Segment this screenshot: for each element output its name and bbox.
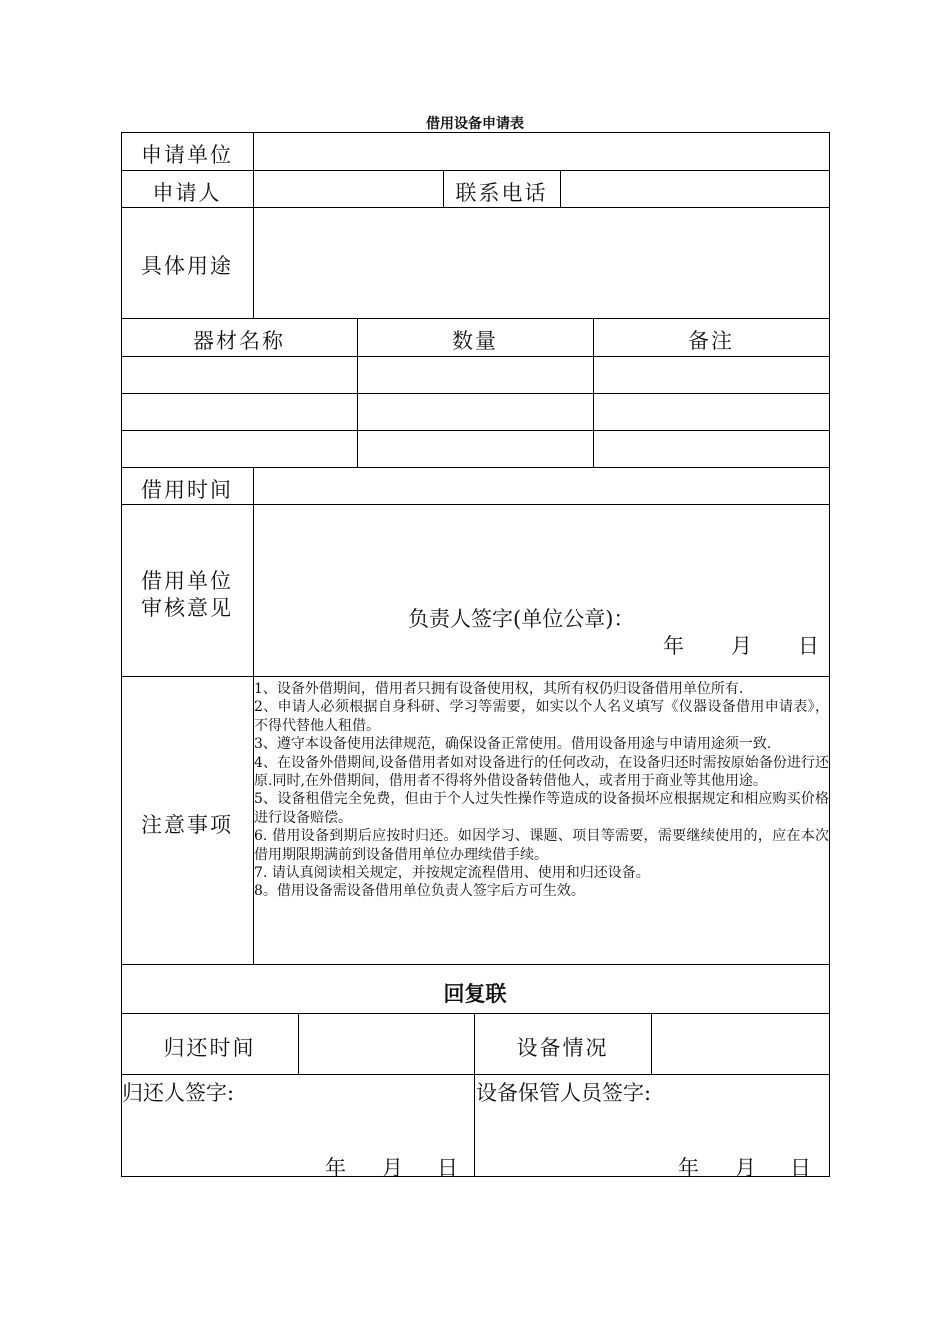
purpose-field[interactable] (254, 208, 829, 318)
review-label-line2: 审核意见 (141, 596, 233, 620)
returner-sign-field[interactable] (122, 1105, 474, 1150)
remarks-header: 备注 (688, 329, 734, 353)
return-time-label: 归还时间 (163, 1036, 256, 1060)
equipment-name-header: 器材名称 (193, 329, 285, 353)
review-date-year: 年 (663, 634, 684, 658)
applicant-label: 申请人 (152, 181, 222, 205)
borrow-time-field[interactable] (254, 468, 829, 504)
keeper-sign-field[interactable] (476, 1105, 829, 1150)
equipment-name-cell[interactable] (122, 394, 357, 430)
remarks-cell[interactable] (594, 394, 829, 430)
review-date-month: 月 (731, 634, 752, 658)
review-label-line1: 借用单位 (141, 569, 233, 593)
purpose-label: 具体用途 (141, 254, 233, 278)
applicant-unit-label: 申请单位 (141, 143, 233, 167)
notice-item: 1、设备外借期间，借用者只拥有设备使用权，其所有权仍归设备借用单位所有. (254, 681, 744, 697)
notice-item: 2、申请人必须根据自身科研、学习等需要，如实以个人名义填写《仪器设备借用申请表》，不得代替他人租借。 (254, 699, 829, 734)
form-title: 借用设备申请表 (426, 116, 524, 132)
signature-text: 负责人签字(单位公章)： (408, 607, 635, 631)
notice-item: 4、在设备外借期间,设备借用者如对设备进行的任何改动，在设备归还时需按原始备份进行还原.同时,在外借期间，借用者不得将外借设备转借他人，或者用于商业等其他用途。 (254, 754, 829, 790)
notice-item: 6. 借用设备到期后应按时归还。如因学习、课题、项目等需要，需要继续使用的，应在本次借用期限期满前到设备借用单位办理续借手续。 (254, 828, 829, 863)
remarks-cell[interactable] (594, 357, 829, 393)
borrow-time-label: 借用时间 (141, 478, 233, 502)
remarks-cell[interactable] (594, 431, 829, 467)
notice-item: 7. 请认真阅读相关规定，并按规定流程借用、使用和归还设备。 (254, 865, 650, 882)
condition-field[interactable] (652, 1014, 829, 1074)
notice-item: 3、遵守本设备使用法律规范，确保设备正常使用。借用设备用途与申请用途须一致. (254, 736, 772, 753)
quantity-cell[interactable] (358, 357, 593, 393)
keeper-sign-label: 设备保管人员签字: (476, 1081, 652, 1105)
reply-title: 回复联 (443, 982, 507, 1006)
keeper-date-day: 日 (790, 1156, 811, 1180)
applicant-unit-field[interactable] (254, 133, 829, 170)
phone-label: 联系电话 (455, 181, 548, 205)
keeper-date-year: 年 (678, 1156, 699, 1180)
condition-label: 设备情况 (516, 1036, 609, 1060)
quantity-header: 数量 (452, 329, 498, 353)
notice-item: 8。借用设备需设备借用单位负责人签字后方可生效。 (254, 883, 585, 900)
equipment-name-cell[interactable] (122, 431, 357, 467)
quantity-cell[interactable] (358, 431, 593, 467)
equipment-name-cell[interactable] (122, 357, 357, 393)
return-time-field[interactable] (299, 1014, 474, 1074)
applicant-field[interactable] (254, 171, 443, 207)
returner-date-year: 年 (325, 1156, 346, 1180)
review-date-day: 日 (798, 634, 819, 658)
returner-date-day: 日 (437, 1156, 458, 1180)
notice-list (254, 680, 829, 901)
keeper-date-month: 月 (735, 1156, 756, 1180)
review-opinion-field[interactable] (254, 505, 829, 595)
phone-field[interactable] (561, 171, 829, 207)
notice-label: 注意事项 (141, 813, 233, 837)
returner-date-month: 月 (382, 1156, 403, 1180)
notice-item: 5、设备租借完全免费，但由于个人过失性操作等造成的设备损坏应根据规定和相应购买价格进行设备赔偿。 (254, 791, 829, 826)
quantity-cell[interactable] (358, 394, 593, 430)
returner-sign-label: 归还人签字: (122, 1081, 235, 1105)
